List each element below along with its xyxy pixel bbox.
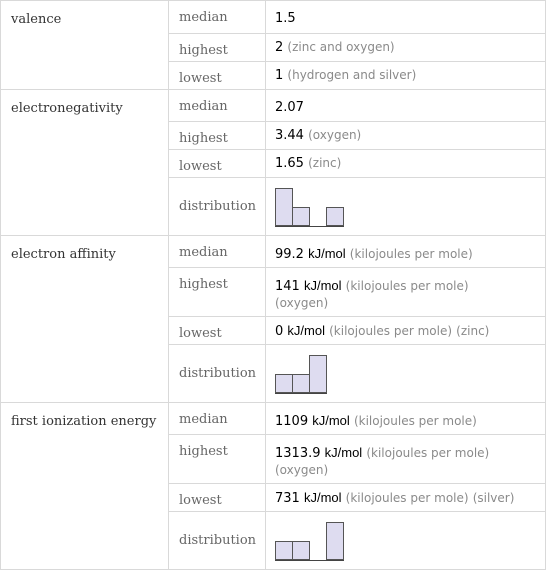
sub-label: median — [169, 1, 266, 34]
unit-note: (kilojoules per mole) — [329, 324, 453, 338]
row-label-electron-affinity: electron affinity — [1, 236, 169, 403]
value: 1.5 — [275, 11, 296, 26]
unit: kJ/mol — [308, 246, 346, 261]
value-note: (zinc) — [308, 156, 342, 170]
row-label-first-ionization-energy: first ionization energy — [1, 403, 169, 570]
value-cell — [266, 345, 546, 403]
table-row — [1, 1, 546, 34]
unit: kJ/mol — [303, 490, 342, 505]
value-cell — [266, 150, 546, 178]
histogram-bar — [275, 541, 293, 560]
sub-label: highest — [169, 34, 266, 62]
value-cell — [266, 1, 546, 34]
distribution-histogram — [275, 354, 328, 394]
value-cell — [266, 122, 546, 150]
histogram-baseline — [275, 560, 344, 561]
value-cell — [266, 62, 546, 90]
value-cell — [266, 34, 546, 62]
value-note: (oxygen) — [275, 296, 329, 310]
histogram-bar — [292, 374, 310, 393]
unit-note: (kilojoules per mole) — [345, 491, 469, 505]
unit-note: (kilojoules per mole) — [345, 279, 469, 293]
value-note: (zinc and oxygen) — [287, 40, 395, 54]
sub-label: lowest — [169, 317, 266, 345]
value: 2.07 — [275, 100, 304, 115]
sub-label: highest — [169, 268, 266, 317]
value-cell — [266, 484, 546, 512]
unit: kJ/mol — [324, 445, 363, 460]
sub-label: lowest — [169, 62, 266, 90]
value-note: (hydrogen and silver) — [287, 68, 417, 82]
value-cell — [266, 178, 546, 236]
table-row — [1, 403, 546, 435]
histogram-bar — [326, 522, 344, 560]
value: 1.65 — [275, 156, 304, 171]
distribution-histogram — [275, 521, 345, 561]
unit-note: (kilojoules per mole) — [349, 247, 473, 261]
sub-label: median — [169, 90, 266, 122]
value-cell — [266, 317, 546, 345]
table-row — [1, 236, 546, 268]
sub-label: distribution — [169, 178, 266, 236]
value: 3.44 — [275, 128, 304, 143]
histogram-bar — [292, 541, 310, 560]
value: 2 — [275, 40, 284, 55]
value-cell — [266, 512, 546, 570]
sub-label: highest — [169, 122, 266, 150]
distribution-histogram — [275, 187, 345, 227]
unit-note: (kilojoules per mole) — [353, 414, 477, 428]
value-cell — [266, 236, 546, 268]
row-label-valence: valence — [1, 1, 169, 90]
histogram-bar — [309, 355, 327, 393]
unit-note: (kilojoules per mole) — [366, 446, 490, 460]
value-note: (silver) — [472, 491, 515, 505]
histogram-bar — [326, 207, 344, 226]
value-note: (zinc) — [456, 324, 490, 338]
value: 1313.9 — [275, 446, 321, 461]
histogram-baseline — [275, 226, 344, 227]
sub-label: median — [169, 403, 266, 435]
value: 0 — [275, 324, 284, 339]
histogram-bar — [275, 374, 293, 393]
unit: kJ/mol — [303, 278, 342, 293]
row-label-electronegativity: electronegativity — [1, 90, 169, 236]
unit: kJ/mol — [287, 323, 325, 338]
value-cell — [266, 268, 546, 317]
sub-label: highest — [169, 435, 266, 484]
unit: kJ/mol — [312, 413, 350, 428]
value: 99.2 — [275, 247, 304, 262]
value: 1109 — [275, 414, 309, 429]
value: 1 — [275, 68, 284, 83]
value: 731 — [275, 491, 300, 506]
table-row — [1, 90, 546, 122]
sub-label: distribution — [169, 345, 266, 403]
histogram-baseline — [275, 393, 327, 394]
histogram-bar — [275, 188, 293, 226]
sub-label: distribution — [169, 512, 266, 570]
value-cell — [266, 403, 546, 435]
histogram-bar — [292, 207, 310, 226]
sub-label: lowest — [169, 484, 266, 512]
value: 141 — [275, 279, 300, 294]
sub-label: median — [169, 236, 266, 268]
sub-label: lowest — [169, 150, 266, 178]
value-note: (oxygen) — [275, 463, 329, 477]
value-cell — [266, 435, 546, 484]
value-cell — [266, 90, 546, 122]
value-note: (oxygen) — [308, 128, 362, 142]
